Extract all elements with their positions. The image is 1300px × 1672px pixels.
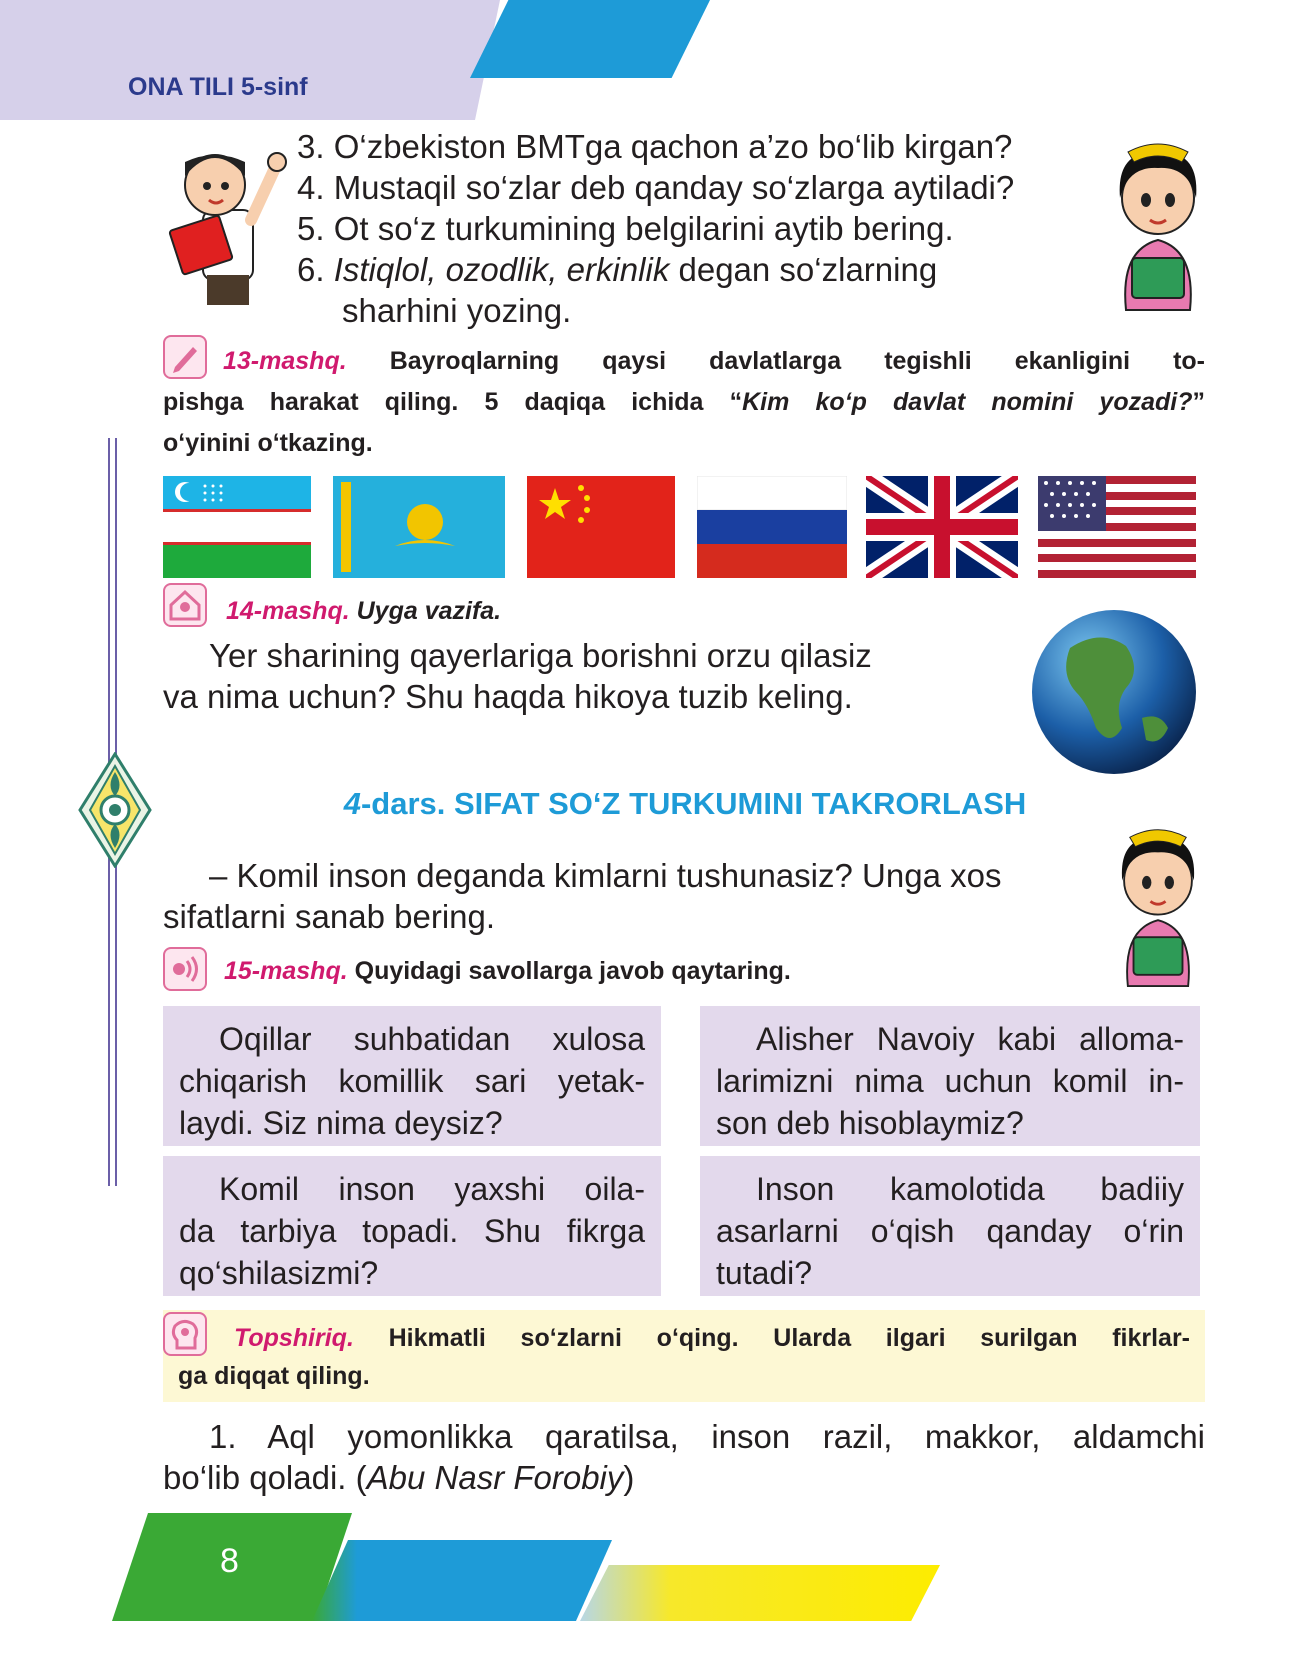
discussion-card: Komil inson yaxshi oila- da tarbiya topadi. Shu fikrga qo‘shilasizmi?	[163, 1156, 661, 1296]
quote-1: 1. Aql yomonlikka qaratilsa, inson razil, makkor, aldamchi bo‘lib qoladi. (Abu Nasr Forobiy)	[163, 1418, 1205, 1496]
exercise-15-number: 15-mashq.	[224, 957, 348, 985]
header-accent	[470, 0, 710, 78]
exercise-15: 15-mashq. Quyidagi savollarga javob qaytaring.	[224, 957, 791, 985]
task-text: Topshiriq. Hikmatli so‘zlarni o‘qing. Ularda ilgari surilgan fikrlar- ga diqqat qiling.	[178, 1324, 1190, 1390]
question-6: 6. Istiqlol, ozodlik, erkinlik degan so‘zlarning	[297, 251, 938, 288]
question-6-cont: sharhini yozing.	[342, 292, 572, 329]
home-task-icon	[163, 583, 207, 627]
lesson-intro: – Komil inson deganda kimlarni tushunasiz? Unga xos sifatlarni sanab bering.	[163, 857, 1002, 935]
russia-flag	[697, 476, 847, 578]
question-5: 5. Ot so‘z turkumining belgilarini aytib bering.	[297, 210, 954, 247]
discussion-card: Inson kamolotida badiiy asarlarni o‘qish qanday o‘rin tutadi?	[700, 1156, 1200, 1296]
footer-band-blue	[312, 1540, 612, 1621]
girl-with-book-illustration	[1102, 826, 1214, 988]
lesson-title: 4-dars. SIFAT SO‘Z TURKUMINI TAKRORLASH	[343, 786, 1027, 821]
exercise-14-number: 14-mashq.	[226, 597, 350, 625]
girl-with-book-illustration	[1102, 140, 1214, 312]
uzbekistan-flag	[163, 476, 311, 578]
book-title: ONA TILI 5-sinf	[128, 73, 308, 101]
page-number: 8	[220, 1542, 239, 1580]
uk-flag	[866, 476, 1018, 578]
question-4: 4. Mustaqil so‘zlar deb qanday so‘zlarga aytiladi?	[297, 169, 1015, 206]
china-flag	[527, 476, 675, 578]
exercise-14: 14-mashq. Uyga vazifa.	[226, 597, 502, 625]
question-list	[297, 126, 1014, 331]
header-band	[0, 0, 500, 120]
footer-band-yellow	[580, 1565, 940, 1621]
discussion-card: Alisher Navoiy kabi alloma- larimizni nima uchun komil in- son deb hisoblaymiz?	[700, 1006, 1200, 1146]
exercise-14-text: Yer sharining qayerlariga borishni orzu qilasiz va nima uchun? Shu haqda hikoya tuzib keling.	[163, 637, 872, 715]
usa-flag	[1038, 476, 1196, 578]
quote-author: Abu Nasr Forobiy	[366, 1459, 624, 1496]
exercise-13: 13-mashq. Bayroqlarning qaysi davlatlarga tegishli ekanligini to- pishga harakat qiling. 5 daqiqa ichida “Kim ko‘p davlat nomini yozadi?” o‘yinini o‘tkazing.	[163, 347, 1205, 457]
speaking-icon	[163, 947, 207, 991]
discussion-card: Oqillar suhbatidan xulosa chiqarish komillik sari yetak- laydi. Siz nima deysiz?	[163, 1006, 661, 1146]
task-label: Topshiriq.	[234, 1324, 354, 1352]
kazakhstan-flag	[333, 476, 505, 578]
boy-with-book-illustration	[163, 140, 293, 320]
exercise-13-number: 13-mashq.	[223, 347, 347, 375]
globe-illustration	[1030, 608, 1198, 776]
question-3: 3. O‘zbekiston BMTga qachon a’zo bo‘lib kirgan?	[297, 128, 1013, 165]
